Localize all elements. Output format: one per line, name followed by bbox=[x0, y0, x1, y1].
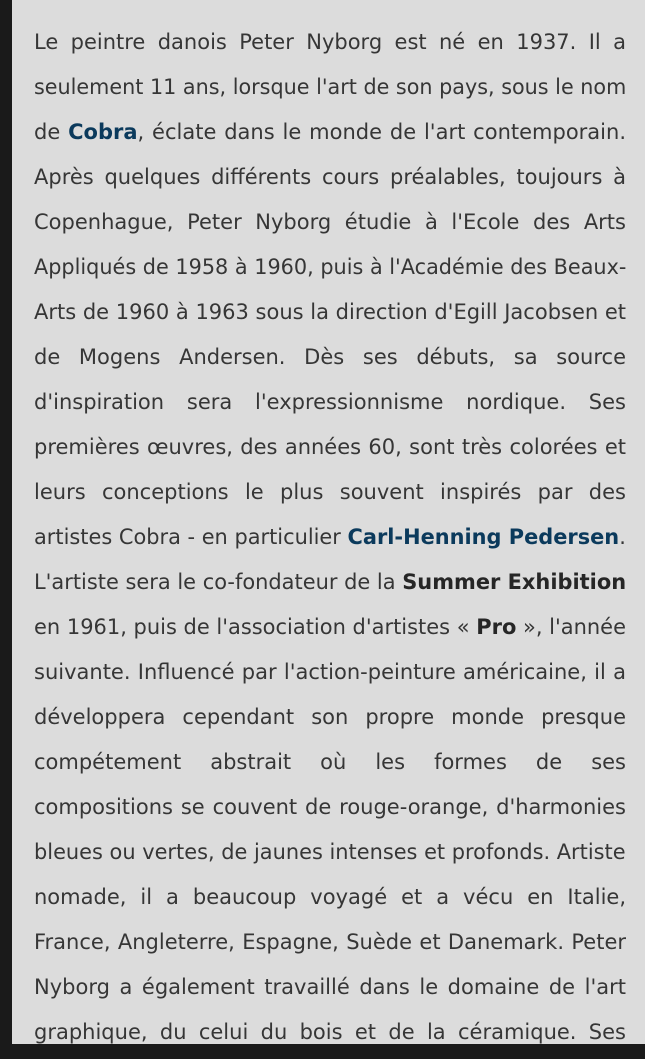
text-line: Copenhague, Peter Nyborg étudie à l'Ecole des Arts bbox=[34, 210, 626, 234]
text-line bbox=[34, 605, 625, 650]
pro-text: Pro bbox=[476, 615, 517, 639]
text-line: Arts de 1960 à 1963 sous la direction d'Egill Jacobsen et bbox=[34, 300, 627, 324]
text-line: nomade, il a beaucoup voyagé et a vécu en Italie, bbox=[34, 885, 626, 909]
text-line: suivante. Influencé par l'action-peinture américaine, il a bbox=[34, 660, 626, 684]
article-body bbox=[34, 20, 626, 1044]
text-segment: artistes Cobra - en particulier bbox=[34, 525, 348, 549]
text-line: premières œuvres, des années 60, sont très colorées et bbox=[34, 435, 626, 459]
text-line: seulement 11 ans, lorsque l'art de son pays, sous le nom bbox=[34, 75, 627, 99]
text-segment: de bbox=[34, 120, 69, 144]
text-line: graphique, du celui du bois et de la céramique. Ses bbox=[34, 1020, 626, 1044]
summer-exhibition-text: Summer Exhibition bbox=[402, 570, 627, 594]
text-line: Appliqués de 1958 à 1960, puis à l'Académie des Beaux- bbox=[34, 255, 627, 279]
text-line: d'inspiration sera l'expressionnisme nordique. Ses bbox=[34, 390, 626, 414]
text-line: développera cependant son propre monde presque bbox=[34, 705, 626, 729]
text-line bbox=[34, 110, 626, 155]
text-segment: L'artiste sera le co-fondateur de la bbox=[34, 570, 403, 594]
text-line: France, Angleterre, Espagne, Suède et Danemark. Peter bbox=[34, 930, 626, 954]
cobra-link[interactable]: Cobra bbox=[68, 120, 138, 144]
text-segment: en 1961, puis de l'association d'artistes « bbox=[34, 615, 477, 639]
text-line: bleues ou vertes, de jaunes intenses et profonds. Artiste bbox=[34, 840, 626, 864]
text-line bbox=[34, 560, 627, 605]
text-line: Après quelques différents cours préalables, toujours à bbox=[34, 165, 626, 189]
carl-henning-pedersen-link[interactable]: Carl-Henning Pedersen bbox=[347, 525, 620, 549]
text-segment: , éclate dans le monde de l'art contemporain. bbox=[137, 120, 626, 144]
text-segment: », l'année bbox=[516, 615, 626, 639]
text-line: de Mogens Andersen. Dès ses débuts, sa source bbox=[34, 345, 626, 369]
text-line: compétement abstrait où les formes de ses bbox=[34, 750, 626, 774]
text-line: leurs conceptions le plus souvent inspirés par des bbox=[34, 480, 626, 504]
text-line: Le peintre danois Peter Nyborg est né en 1937. Il a bbox=[34, 30, 626, 54]
article-panel bbox=[12, 0, 645, 1044]
text-line: Nyborg a également travaillé dans le domaine de l'art bbox=[34, 975, 626, 999]
text-segment: . bbox=[619, 525, 626, 549]
text-line bbox=[34, 515, 626, 560]
text-line: compositions se couvent de rouge-orange, d'harmonies bbox=[34, 795, 626, 819]
